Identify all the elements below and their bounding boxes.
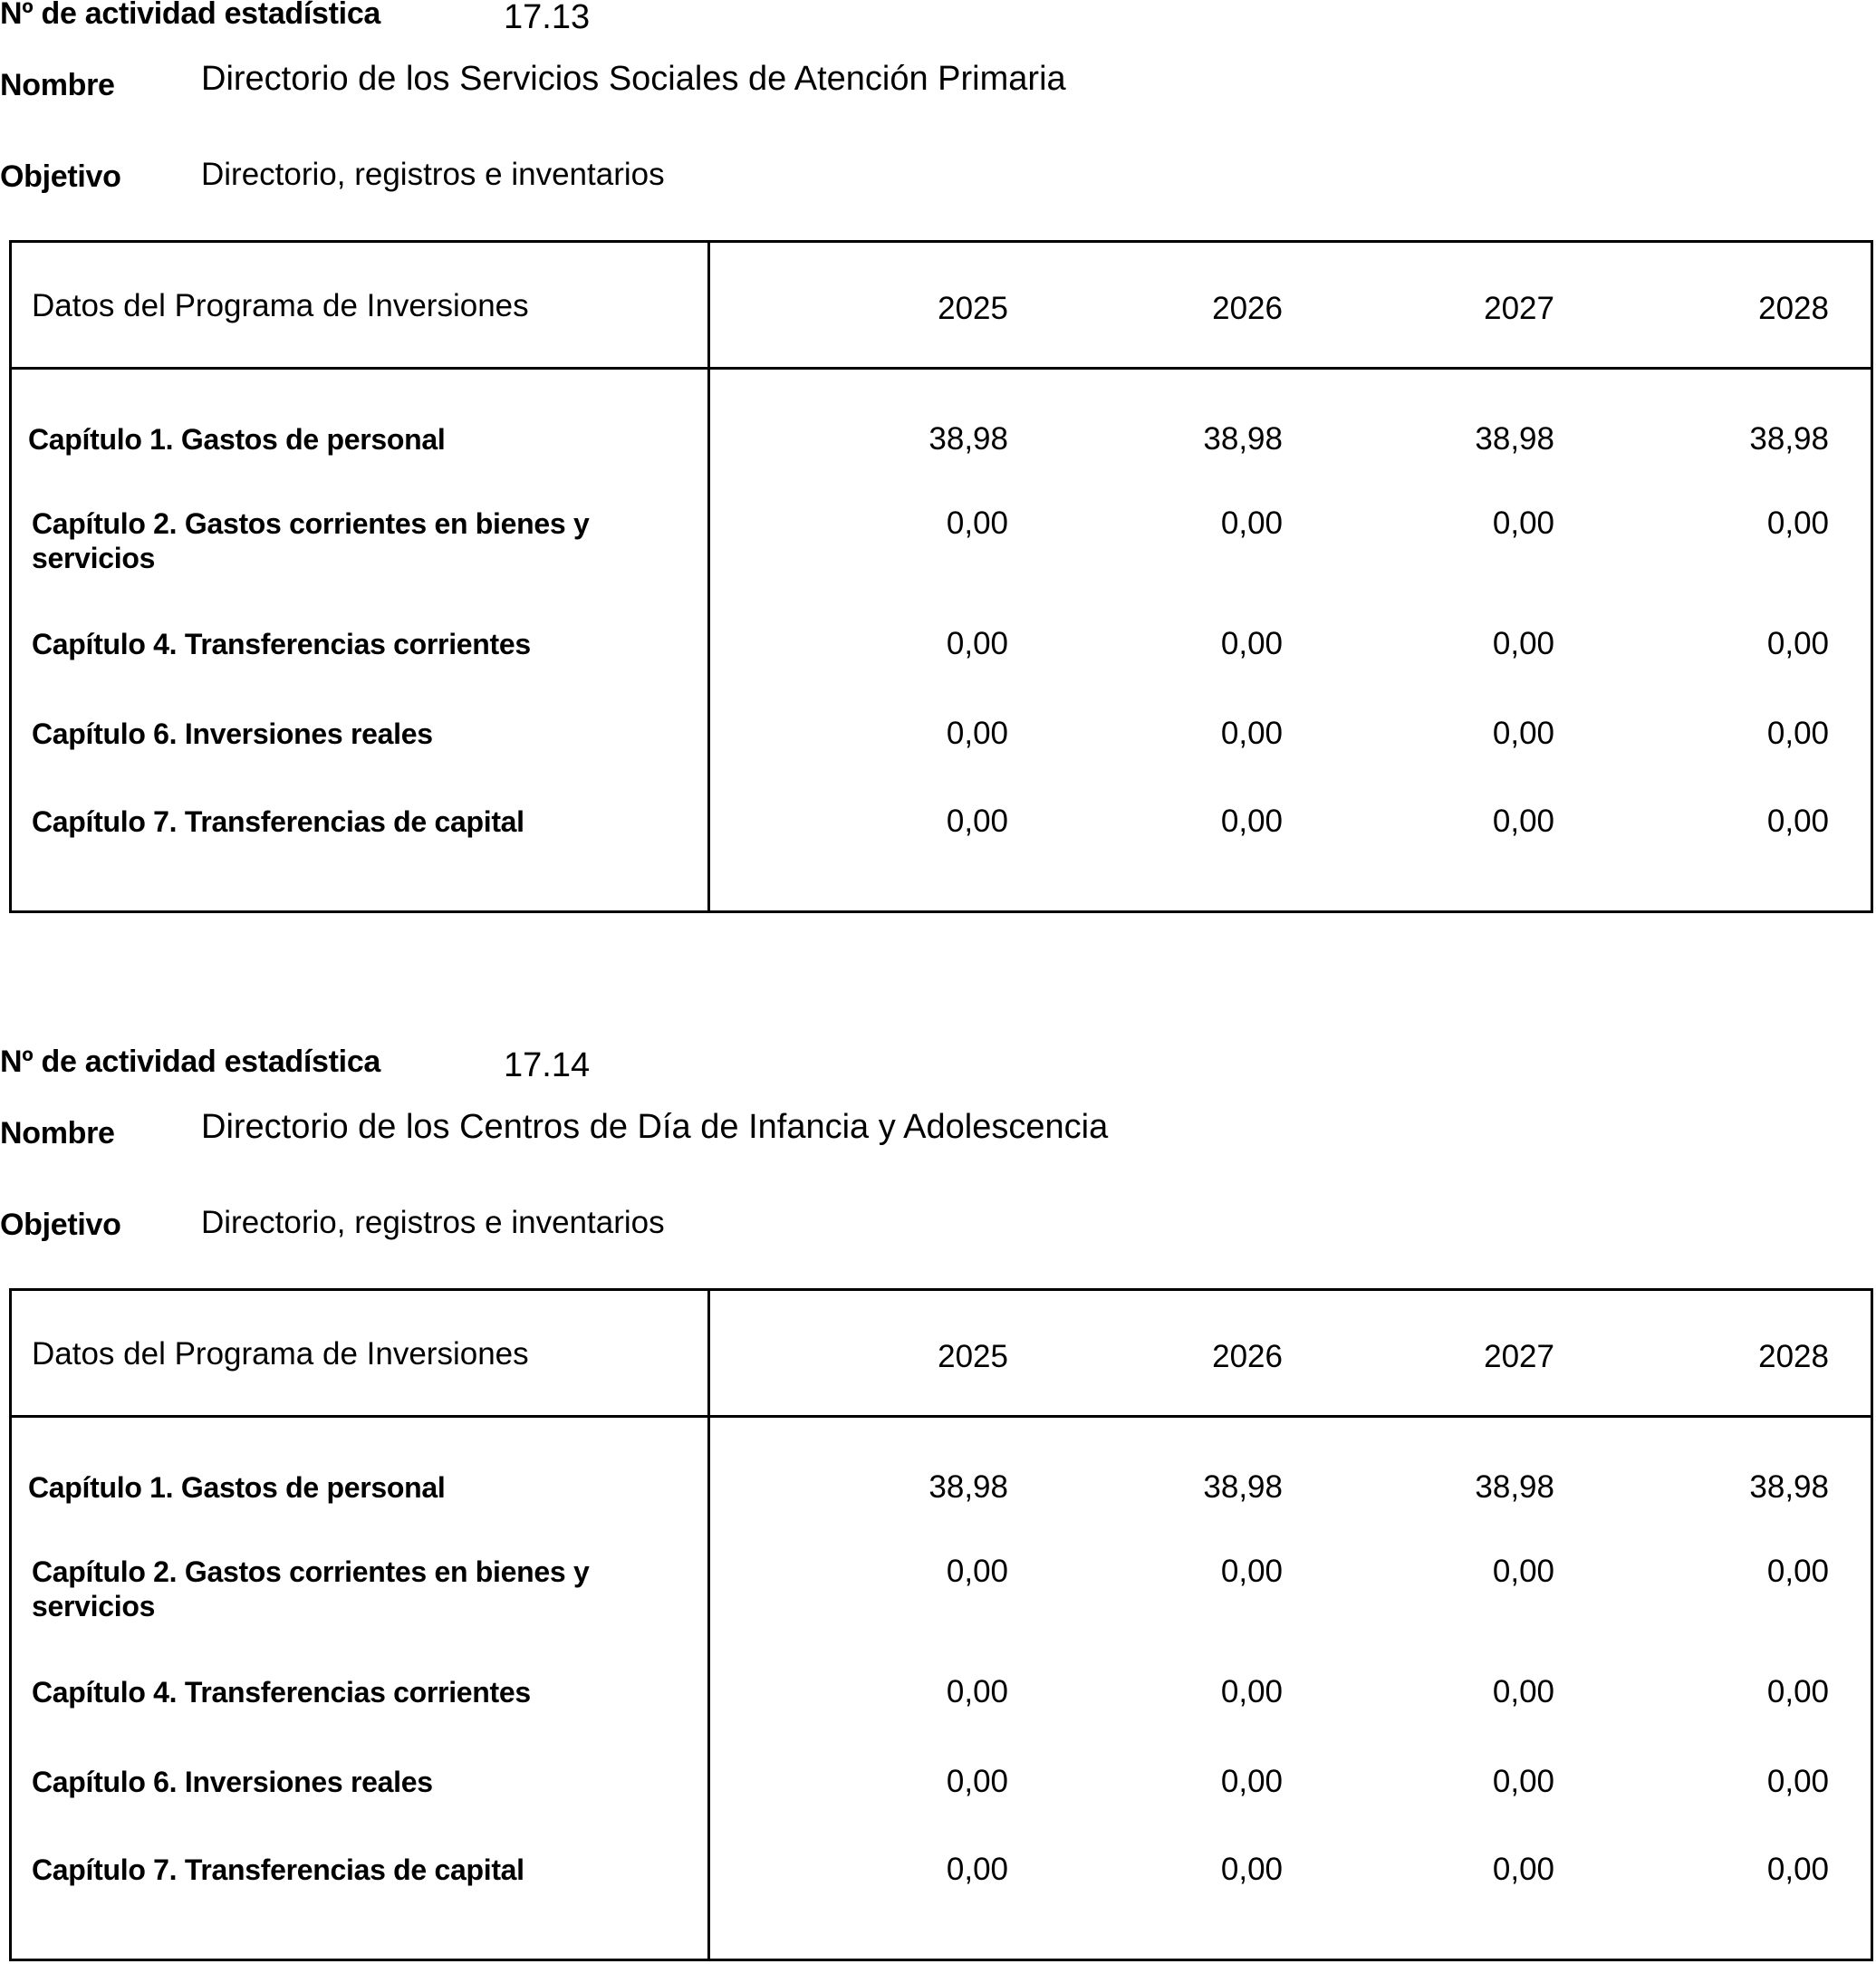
- row-label: Capítulo 1. Gastos de personal: [28, 1471, 446, 1504]
- investment-table: [9, 1288, 1873, 1961]
- row-label: Capítulo 7. Transferencias de capital: [32, 805, 524, 838]
- row-value: 0,00: [946, 804, 1008, 839]
- row-label: Capítulo 6. Inversiones reales: [32, 717, 433, 750]
- row-value: 0,00: [1220, 626, 1283, 661]
- row-value: 0,00: [1220, 1764, 1283, 1799]
- row-value: 38,98: [1203, 1469, 1283, 1505]
- year-header: 2025: [938, 291, 1008, 326]
- row-value: 38,98: [1475, 1469, 1554, 1505]
- row-label: Capítulo 4. Transferencias corrientes: [32, 628, 531, 660]
- year-header: 2028: [1758, 291, 1829, 326]
- objective-label: Objetivo: [0, 159, 121, 194]
- row-value: 0,00: [946, 1674, 1008, 1709]
- row-value: 0,00: [1492, 1764, 1554, 1799]
- row-value: 38,98: [1749, 421, 1829, 457]
- activity-section-1: [0, 0, 1876, 915]
- investment-table: [9, 240, 1873, 913]
- objective-value: Directorio, registros e inventarios: [201, 157, 665, 192]
- name-label: Nombre: [0, 1116, 115, 1150]
- row-value: 0,00: [946, 505, 1008, 541]
- row-value: 0,00: [1220, 716, 1283, 751]
- row-value: 0,00: [1220, 1674, 1283, 1709]
- row-value: 0,00: [1492, 1852, 1554, 1887]
- row-value: 38,98: [928, 1469, 1008, 1505]
- activity-section-2: [0, 1045, 1876, 1964]
- row-value: 38,98: [1203, 421, 1283, 457]
- row-value: 0,00: [946, 626, 1008, 661]
- row-value: 0,00: [946, 1764, 1008, 1799]
- table-column-divider: [707, 1291, 710, 1959]
- table-header-divider: [12, 367, 1871, 370]
- row-value: 38,98: [1749, 1469, 1829, 1505]
- year-header: 2027: [1484, 1339, 1554, 1374]
- activity-number-value: 17.14: [504, 1046, 591, 1084]
- name-value: Directorio de los Centros de Día de Infancia y Adolescencia: [201, 1108, 1109, 1146]
- row-label: Capítulo 2. Gastos corrientes en bienes y servicios: [32, 507, 590, 574]
- row-label: Capítulo 2. Gastos corrientes en bienes y servicios: [32, 1555, 590, 1622]
- row-value: 0,00: [1766, 1674, 1829, 1709]
- row-value: 0,00: [946, 1852, 1008, 1887]
- row-value: 0,00: [1220, 804, 1283, 839]
- row-label: Capítulo 4. Transferencias corrientes: [32, 1676, 531, 1709]
- row-value: 0,00: [946, 716, 1008, 751]
- table-header-label: Datos del Programa de Inversiones: [32, 288, 529, 323]
- row-value: 0,00: [1492, 716, 1554, 751]
- row-value: 0,00: [1492, 505, 1554, 541]
- activity-number-label: Nº de actividad estadística: [0, 0, 381, 31]
- row-value: 38,98: [928, 421, 1008, 457]
- year-header: 2025: [938, 1339, 1008, 1374]
- name-label: Nombre: [0, 68, 115, 102]
- row-value: 0,00: [1220, 1554, 1283, 1589]
- row-value: 0,00: [1492, 804, 1554, 839]
- table-column-divider: [707, 243, 710, 910]
- row-value: 0,00: [1492, 1554, 1554, 1589]
- row-label: Capítulo 7. Transferencias de capital: [32, 1853, 524, 1886]
- objective-value: Directorio, registros e inventarios: [201, 1205, 665, 1240]
- row-value: 0,00: [1766, 1764, 1829, 1799]
- activity-number-value: 17.13: [504, 0, 591, 36]
- row-value: 0,00: [1766, 626, 1829, 661]
- row-label: Capítulo 6. Inversiones reales: [32, 1766, 433, 1798]
- row-value: 0,00: [1766, 505, 1829, 541]
- year-header: 2028: [1758, 1339, 1829, 1374]
- row-value: 0,00: [946, 1554, 1008, 1589]
- table-header-divider: [12, 1415, 1871, 1418]
- row-value: 0,00: [1766, 804, 1829, 839]
- row-value: 0,00: [1220, 1852, 1283, 1887]
- row-value: 0,00: [1492, 1674, 1554, 1709]
- activity-number-label: Nº de actividad estadística: [0, 1045, 381, 1079]
- row-value: 0,00: [1766, 1554, 1829, 1589]
- objective-label: Objetivo: [0, 1208, 121, 1242]
- row-value: 0,00: [1492, 626, 1554, 661]
- year-header: 2027: [1484, 291, 1554, 326]
- row-label: Capítulo 1. Gastos de personal: [28, 423, 446, 456]
- row-value: 38,98: [1475, 421, 1554, 457]
- table-header-label: Datos del Programa de Inversiones: [32, 1336, 529, 1372]
- name-value: Directorio de los Servicios Sociales de Atención Primaria: [201, 60, 1066, 98]
- year-header: 2026: [1212, 291, 1283, 326]
- row-value: 0,00: [1220, 505, 1283, 541]
- row-value: 0,00: [1766, 716, 1829, 751]
- year-header: 2026: [1212, 1339, 1283, 1374]
- row-value: 0,00: [1766, 1852, 1829, 1887]
